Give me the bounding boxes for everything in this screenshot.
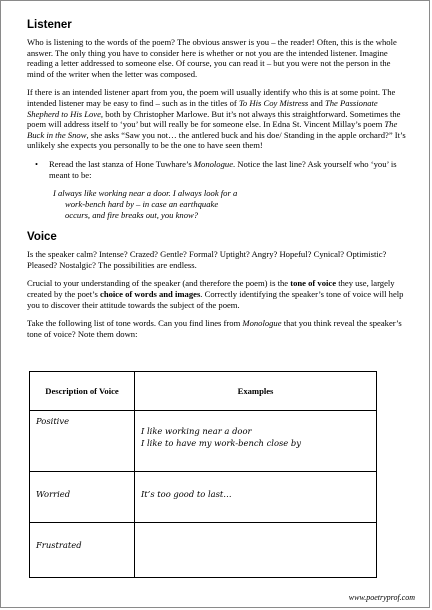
table-header-row	[30, 372, 377, 411]
tone-examples-cell	[135, 523, 377, 578]
poem-excerpt	[53, 188, 407, 221]
tone-examples-cell	[135, 411, 377, 472]
tone-description-cell	[30, 523, 135, 578]
voice-p3-text-b: that you think reveal the speaker’s tone of voice? Note them down:	[27, 318, 402, 339]
listener-p2-text-a: If there is an intended listener apart from you, the poem will usually identify who this is at some point. The intended listener may be easy to find – such as in the titles of	[27, 87, 396, 108]
voice-heading: Voice	[27, 231, 57, 244]
footer-url: www.poetryprof.com	[348, 593, 415, 602]
voice-paragraph-1	[27, 249, 407, 270]
voice-p1-text: Is the speaker calm? Intense? Crazed? Gentle? Formal? Uptight? Angry? Hopeful? Cynical? Optimistic? Pleased? Nostalgic? The possibilities are endless.	[27, 249, 387, 270]
listener-p2-text-c: , both by Christopher Marlowe. But it’s not always this straightforward. Sometimes the poem will address itself to ‘you’ but will really be for someone else. In Edna St. Vincent Millay’s poem	[27, 108, 401, 130]
listener-p2-text-d: , she asks “Saw you not… the antlered buck and his doe/ Standing in the apple orchard?” It’s unlikely she expects you personally to be the one to have seen them!	[27, 129, 406, 151]
voice-p2-text-a: Crucial to your understanding of the speaker (and therefore the poem) is the	[27, 278, 291, 289]
column-header-examples: Examples	[135, 372, 377, 411]
listener-paragraph-2	[27, 87, 407, 151]
poem-line: occurs, and fire breaks out, you know?	[65, 210, 199, 221]
page-content	[27, 19, 407, 347]
bullet-text-a: Reread the last stanza of Hone Tuwhare’s	[49, 158, 194, 169]
example-line: I like working near a door	[141, 426, 252, 436]
tone-description-text: Worried	[36, 489, 71, 499]
voice-p3-text-a: Take the following list of tone words. Can you find lines from	[27, 318, 243, 329]
tone-table	[29, 371, 377, 578]
title-monologue: Monologue	[193, 158, 234, 169]
tone-description-text: Frustrated	[36, 540, 82, 550]
title-coy-mistress: To His Coy Mistress	[238, 97, 309, 108]
bullet-text	[49, 159, 407, 180]
table-row	[30, 411, 377, 472]
listener-heading: Listener	[27, 19, 72, 31]
listener-bullet	[35, 159, 407, 180]
tone-description-cell: Positive	[30, 411, 135, 472]
example-line: It’s too good to last…	[141, 489, 232, 499]
bullet-icon: •	[35, 158, 39, 169]
tone-description-cell	[30, 472, 135, 523]
example-line: I like to have my work-bench close by	[141, 438, 302, 448]
table-row	[30, 523, 377, 578]
poem-line: I always like working near a door. I always look for a	[53, 188, 238, 199]
title-buck-in-snow: The Buck in the Snow	[27, 119, 398, 140]
bold-tone-of-voice: tone of voice	[290, 278, 337, 289]
column-header-description: Description of Voice	[30, 372, 135, 411]
voice-paragraph-2	[27, 278, 407, 310]
voice-p2-text-b: they use, largely created by the poet’s	[27, 278, 395, 299]
title-passionate-shepherd: The Passionate Shepherd to His Love	[27, 97, 378, 119]
listener-paragraph-1	[27, 37, 407, 79]
voice-paragraph-3	[27, 318, 407, 339]
bold-choice-of-words: choice of words and images	[100, 288, 201, 299]
voice-p2-text-c: . Correctly identifying the speaker’s tone of voice will help you to discover their attitude towards the subject of the poem.	[27, 288, 404, 310]
poem-line: work-bench hard by – in case an earthquake	[65, 199, 219, 210]
table-row	[30, 472, 377, 523]
bullet-text-b: . Notice the last line? Ask yourself who ‘you’ is meant to be:	[49, 158, 397, 180]
listener-p2-text-b: and	[308, 97, 325, 108]
tone-examples-cell	[135, 472, 377, 523]
title-monologue-2: Monologue	[242, 318, 282, 329]
listener-p1-text: Who is listening to the words of the poem? The obvious answer is you – the reader! Often, this is the whole answer. The only thing you have to consider here is whether or not you are the intended listener. Imagine reading a letter addressed to someone else. Of course, you can read it – but you were not the person in the mind of the writer when the letter was composed.	[27, 37, 397, 79]
